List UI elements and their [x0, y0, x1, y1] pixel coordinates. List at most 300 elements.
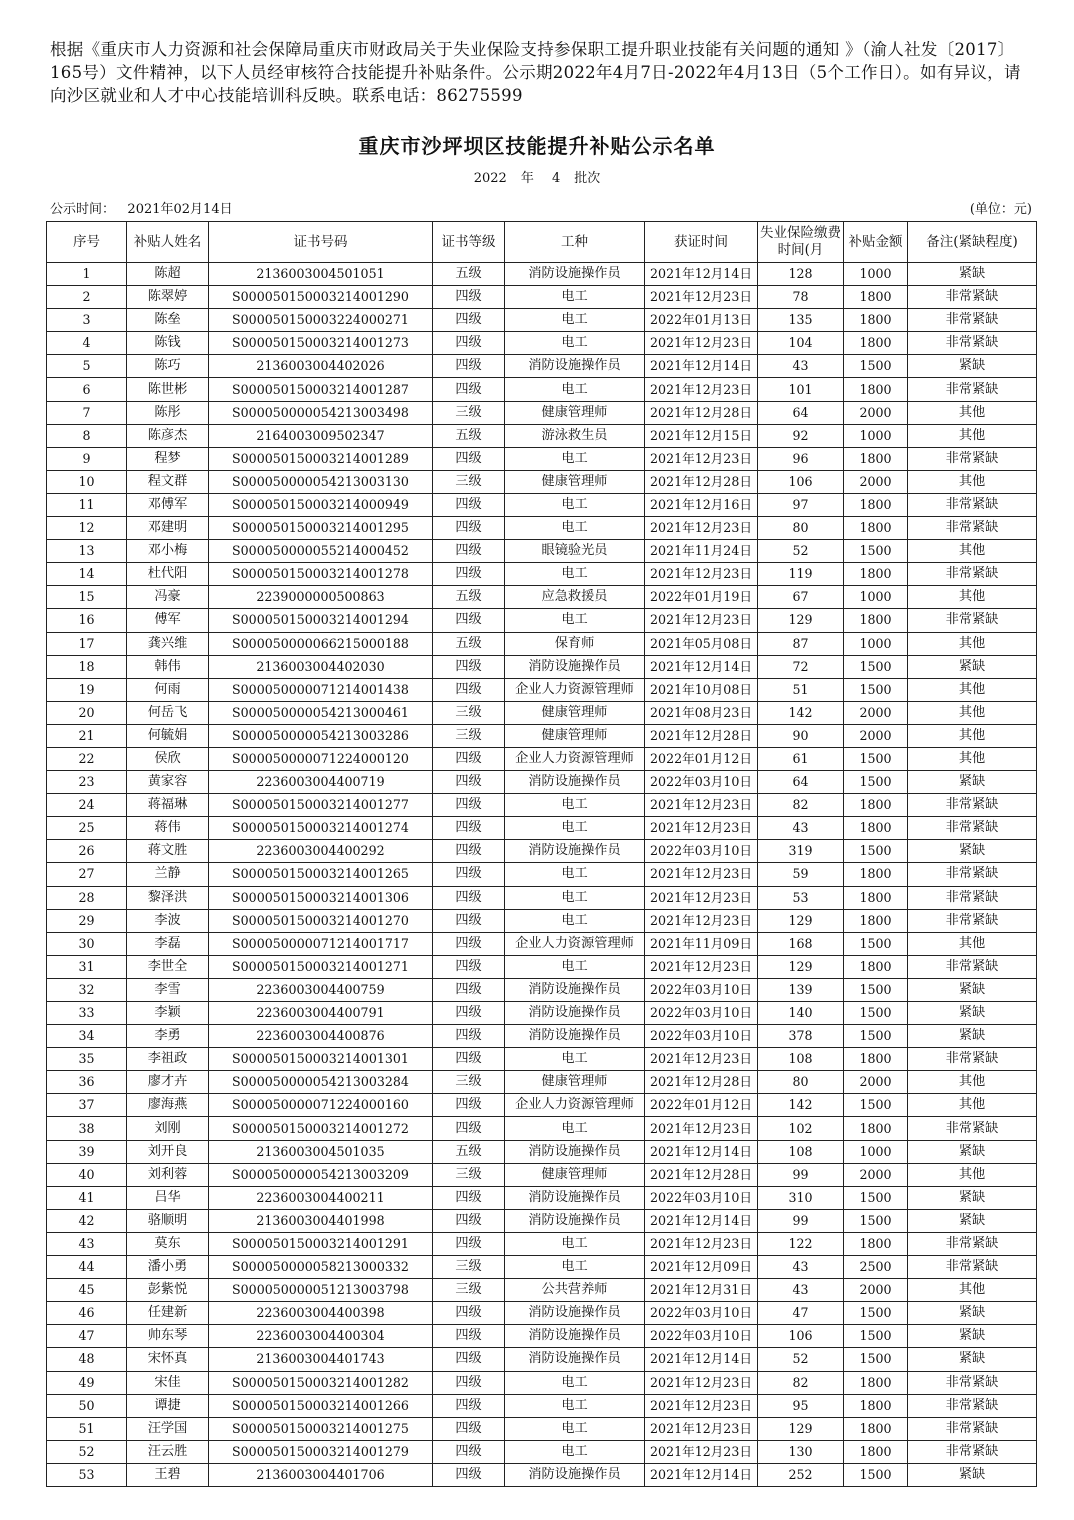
cell-job-type: 消防设施操作员 [505, 1463, 645, 1486]
batch-line [0, 167, 1074, 186]
cell-index: 25 [47, 817, 127, 840]
cell-certificate-date: 2021年12月23日 [645, 1048, 758, 1071]
cell-name: 李勇 [127, 1025, 209, 1048]
cell-subsidy-amount: 1500 [844, 978, 908, 1001]
cell-name: 龚兴维 [127, 632, 209, 655]
cell-job-type: 电工 [505, 1256, 645, 1279]
cell-remark: 非常紧缺 [908, 1371, 1037, 1394]
cell-insurance-months: 122 [758, 1232, 844, 1255]
cell-certificate-level: 三级 [433, 401, 505, 424]
cell-name: 陈彦杰 [127, 424, 209, 447]
cell-remark: 其他 [908, 1094, 1037, 1117]
cell-certificate-date: 2022年03月10日 [645, 771, 758, 794]
cell-certificate-level: 四级 [433, 978, 505, 1001]
cell-certificate-date: 2021年12月28日 [645, 401, 758, 424]
cell-insurance-months: 128 [758, 263, 844, 286]
table-row [47, 955, 1037, 978]
cell-index: 24 [47, 794, 127, 817]
table-row [47, 1325, 1037, 1348]
table-row [47, 1232, 1037, 1255]
table-row [47, 470, 1037, 493]
cell-job-type: 消防设施操作员 [505, 978, 645, 1001]
cell-certificate-date: 2021年05月08日 [645, 632, 758, 655]
table-row [47, 886, 1037, 909]
cell-certificate-level: 四级 [433, 355, 505, 378]
cell-index: 36 [47, 1071, 127, 1094]
cell-subsidy-amount: 1800 [844, 1232, 908, 1255]
cell-insurance-months: 96 [758, 447, 844, 470]
cell-job-type: 电工 [505, 609, 645, 632]
table-row [47, 1048, 1037, 1071]
cell-subsidy-amount: 1800 [844, 1394, 908, 1417]
table-row [47, 378, 1037, 401]
cell-name: 邓建明 [127, 517, 209, 540]
table-row [47, 701, 1037, 724]
cell-name: 韩伟 [127, 655, 209, 678]
cell-subsidy-amount: 1500 [844, 1025, 908, 1048]
cell-index: 49 [47, 1371, 127, 1394]
cell-subsidy-amount: 1800 [844, 955, 908, 978]
cell-insurance-months: 102 [758, 1117, 844, 1140]
cell-subsidy-amount: 2000 [844, 1279, 908, 1302]
cell-certificate-date: 2022年01月12日 [645, 747, 758, 770]
cell-remark: 非常紧缺 [908, 517, 1037, 540]
cell-certificate-date: 2021年12月23日 [645, 1394, 758, 1417]
cell-insurance-months: 119 [758, 563, 844, 586]
cell-certificate-date: 2021年12月23日 [645, 286, 758, 309]
cell-remark: 非常紧缺 [908, 1256, 1037, 1279]
cell-name: 吕华 [127, 1186, 209, 1209]
cell-job-type: 企业人力资源管理师 [505, 678, 645, 701]
cell-certificate-date: 2021年12月16日 [645, 493, 758, 516]
cell-certificate-number: S000050150003214001277 [209, 794, 433, 817]
cell-index: 40 [47, 1163, 127, 1186]
table-row [47, 493, 1037, 516]
cell-insurance-months: 99 [758, 1163, 844, 1186]
table-row [47, 540, 1037, 563]
cell-certificate-number: S000050150003214001291 [209, 1232, 433, 1255]
cell-certificate-date: 2021年12月23日 [645, 563, 758, 586]
cell-insurance-months: 129 [758, 955, 844, 978]
cell-insurance-months: 61 [758, 747, 844, 770]
cell-certificate-level: 三级 [433, 1071, 505, 1094]
header-insurance-months: 失业保险缴费时间(月 [758, 222, 844, 263]
cell-subsidy-amount: 1500 [844, 678, 908, 701]
table-row [47, 1394, 1037, 1417]
cell-certificate-date: 2022年03月10日 [645, 1002, 758, 1025]
cell-certificate-level: 四级 [433, 540, 505, 563]
cell-certificate-number: S000050150003214001295 [209, 517, 433, 540]
cell-name: 何毓娟 [127, 724, 209, 747]
cell-remark: 紧缺 [908, 355, 1037, 378]
cell-certificate-number: S000050000054213003498 [209, 401, 433, 424]
cell-name: 李颖 [127, 1002, 209, 1025]
cell-remark: 紧缺 [908, 1325, 1037, 1348]
cell-certificate-level: 四级 [433, 771, 505, 794]
cell-job-type: 消防设施操作员 [505, 1302, 645, 1325]
cell-insurance-months: 47 [758, 1302, 844, 1325]
cell-remark: 非常紧缺 [908, 886, 1037, 909]
cell-name: 帅东琴 [127, 1325, 209, 1348]
cell-certificate-level: 四级 [433, 1394, 505, 1417]
cell-certificate-date: 2022年01月19日 [645, 586, 758, 609]
cell-certificate-number: 2236003004400876 [209, 1025, 433, 1048]
cell-index: 16 [47, 609, 127, 632]
cell-job-type: 消防设施操作员 [505, 1025, 645, 1048]
cell-certificate-level: 三级 [433, 1279, 505, 1302]
cell-certificate-level: 四级 [433, 1440, 505, 1463]
cell-certificate-level: 四级 [433, 955, 505, 978]
cell-certificate-date: 2021年08月23日 [645, 701, 758, 724]
cell-job-type: 企业人力资源管理师 [505, 747, 645, 770]
table-row [47, 932, 1037, 955]
cell-subsidy-amount: 1500 [844, 1348, 908, 1371]
cell-insurance-months: 129 [758, 609, 844, 632]
cell-certificate-number: S000050150003214001272 [209, 1117, 433, 1140]
cell-certificate-date: 2022年03月10日 [645, 1186, 758, 1209]
cell-certificate-date: 2021年12月23日 [645, 1371, 758, 1394]
cell-index: 39 [47, 1140, 127, 1163]
cell-remark: 其他 [908, 586, 1037, 609]
table-row [47, 609, 1037, 632]
table-row [47, 309, 1037, 332]
cell-index: 1 [47, 263, 127, 286]
header-certificate-level: 证书等级 [433, 222, 505, 263]
cell-subsidy-amount: 1500 [844, 1186, 908, 1209]
cell-certificate-date: 2021年12月23日 [645, 378, 758, 401]
cell-certificate-date: 2021年12月23日 [645, 1417, 758, 1440]
cell-job-type: 电工 [505, 286, 645, 309]
cell-insurance-months: 106 [758, 1325, 844, 1348]
cell-job-type: 消防设施操作员 [505, 355, 645, 378]
table-row [47, 817, 1037, 840]
cell-job-type: 电工 [505, 817, 645, 840]
cell-job-type: 消防设施操作员 [505, 840, 645, 863]
cell-job-type: 电工 [505, 794, 645, 817]
cell-subsidy-amount: 1000 [844, 586, 908, 609]
cell-certificate-date: 2021年12月14日 [645, 1140, 758, 1163]
cell-index: 42 [47, 1209, 127, 1232]
cell-job-type: 公共营养师 [505, 1279, 645, 1302]
cell-insurance-months: 319 [758, 840, 844, 863]
cell-name: 王碧 [127, 1463, 209, 1486]
table-row [47, 1256, 1037, 1279]
cell-certificate-date: 2021年12月14日 [645, 1348, 758, 1371]
cell-name: 刘开良 [127, 1140, 209, 1163]
cell-certificate-date: 2021年12月23日 [645, 794, 758, 817]
cell-certificate-number: S000050150003214001289 [209, 447, 433, 470]
cell-certificate-date: 2021年12月28日 [645, 1071, 758, 1094]
cell-insurance-months: 43 [758, 355, 844, 378]
header-remark: 备注(紧缺程度) [908, 222, 1037, 263]
cell-subsidy-amount: 1800 [844, 1117, 908, 1140]
cell-certificate-level: 四级 [433, 1371, 505, 1394]
cell-certificate-number: S000050000054213003284 [209, 1071, 433, 1094]
cell-certificate-level: 四级 [433, 840, 505, 863]
cell-certificate-number: 2136003004501051 [209, 263, 433, 286]
cell-insurance-months: 72 [758, 655, 844, 678]
cell-certificate-date: 2022年01月13日 [645, 309, 758, 332]
cell-certificate-number: S000050150003214001274 [209, 817, 433, 840]
table-row [47, 332, 1037, 355]
cell-certificate-number: S000050000055214000452 [209, 540, 433, 563]
cell-subsidy-amount: 1500 [844, 1325, 908, 1348]
cell-certificate-level: 三级 [433, 1163, 505, 1186]
cell-certificate-level: 四级 [433, 517, 505, 540]
cell-certificate-level: 四级 [433, 817, 505, 840]
cell-insurance-months: 130 [758, 1440, 844, 1463]
cell-subsidy-amount: 1800 [844, 886, 908, 909]
table-row [47, 1025, 1037, 1048]
table-row [47, 655, 1037, 678]
cell-subsidy-amount: 1800 [844, 286, 908, 309]
cell-certificate-date: 2021年11月09日 [645, 932, 758, 955]
cell-certificate-number: S000050150003224000271 [209, 309, 433, 332]
cell-subsidy-amount: 1500 [844, 1209, 908, 1232]
unit-note: (单位：元) [969, 202, 1032, 217]
cell-job-type: 企业人力资源管理师 [505, 932, 645, 955]
cell-subsidy-amount: 1800 [844, 563, 908, 586]
cell-certificate-number: 2236003004400719 [209, 771, 433, 794]
cell-certificate-date: 2021年12月23日 [645, 517, 758, 540]
cell-index: 12 [47, 517, 127, 540]
cell-name: 宋佳 [127, 1371, 209, 1394]
cell-certificate-number: S000050000054213003130 [209, 470, 433, 493]
cell-insurance-months: 378 [758, 1025, 844, 1048]
cell-subsidy-amount: 1800 [844, 447, 908, 470]
cell-job-type: 电工 [505, 863, 645, 886]
table-row [47, 1140, 1037, 1163]
cell-subsidy-amount: 1800 [844, 378, 908, 401]
cell-insurance-months: 78 [758, 286, 844, 309]
table-row [47, 909, 1037, 932]
cell-certificate-number: S000050150003214001287 [209, 378, 433, 401]
cell-subsidy-amount: 1500 [844, 1463, 908, 1486]
cell-insurance-months: 59 [758, 863, 844, 886]
cell-index: 26 [47, 840, 127, 863]
cell-certificate-number: 2239000000500863 [209, 586, 433, 609]
cell-subsidy-amount: 1500 [844, 771, 908, 794]
cell-certificate-date: 2021年12月31日 [645, 1279, 758, 1302]
cell-remark: 紧缺 [908, 1302, 1037, 1325]
cell-remark: 紧缺 [908, 1025, 1037, 1048]
cell-insurance-months: 90 [758, 724, 844, 747]
cell-subsidy-amount: 2000 [844, 1163, 908, 1186]
cell-subsidy-amount: 1000 [844, 263, 908, 286]
table-row [47, 1348, 1037, 1371]
cell-subsidy-amount: 2000 [844, 724, 908, 747]
cell-certificate-level: 四级 [433, 1048, 505, 1071]
cell-certificate-number: S000050150003214001306 [209, 886, 433, 909]
cell-certificate-level: 四级 [433, 447, 505, 470]
cell-certificate-date: 2021年12月14日 [645, 1209, 758, 1232]
cell-index: 35 [47, 1048, 127, 1071]
cell-index: 4 [47, 332, 127, 355]
cell-name: 刘刚 [127, 1117, 209, 1140]
cell-certificate-date: 2021年12月28日 [645, 724, 758, 747]
cell-job-type: 应急救援员 [505, 586, 645, 609]
cell-subsidy-amount: 1500 [844, 1002, 908, 1025]
cell-name: 谭捷 [127, 1394, 209, 1417]
cell-job-type: 企业人力资源管理师 [505, 1094, 645, 1117]
cell-name: 汪云胜 [127, 1440, 209, 1463]
cell-index: 29 [47, 909, 127, 932]
cell-job-type: 健康管理师 [505, 1163, 645, 1186]
table-row [47, 678, 1037, 701]
cell-remark: 紧缺 [908, 840, 1037, 863]
cell-name: 邓小梅 [127, 540, 209, 563]
cell-job-type: 电工 [505, 1417, 645, 1440]
cell-index: 34 [47, 1025, 127, 1048]
cell-index: 23 [47, 771, 127, 794]
cell-job-type: 电工 [505, 1117, 645, 1140]
cell-name: 邓傅军 [127, 493, 209, 516]
cell-job-type: 电工 [505, 955, 645, 978]
table-row [47, 355, 1037, 378]
cell-certificate-date: 2021年12月23日 [645, 1440, 758, 1463]
cell-certificate-number: S000050000054213003209 [209, 1163, 433, 1186]
cell-certificate-level: 四级 [433, 1302, 505, 1325]
cell-certificate-number: S000050150003214001278 [209, 563, 433, 586]
cell-insurance-months: 82 [758, 1371, 844, 1394]
cell-name: 冯豪 [127, 586, 209, 609]
cell-remark: 其他 [908, 747, 1037, 770]
cell-certificate-date: 2021年12月23日 [645, 1232, 758, 1255]
cell-certificate-number: 2136003004401998 [209, 1209, 433, 1232]
cell-name: 李祖政 [127, 1048, 209, 1071]
cell-remark: 紧缺 [908, 1348, 1037, 1371]
cell-index: 14 [47, 563, 127, 586]
cell-remark: 非常紧缺 [908, 1048, 1037, 1071]
cell-certificate-date: 2021年12月23日 [645, 447, 758, 470]
cell-subsidy-amount: 1000 [844, 424, 908, 447]
cell-certificate-level: 五级 [433, 1140, 505, 1163]
cell-subsidy-amount: 1800 [844, 863, 908, 886]
header-certificate-number: 证书号码 [209, 222, 433, 263]
cell-index: 27 [47, 863, 127, 886]
cell-insurance-months: 43 [758, 1279, 844, 1302]
cell-name: 杜代阳 [127, 563, 209, 586]
cell-index: 48 [47, 1348, 127, 1371]
cell-remark: 非常紧缺 [908, 447, 1037, 470]
cell-insurance-months: 43 [758, 1256, 844, 1279]
cell-certificate-date: 2021年12月09日 [645, 1256, 758, 1279]
cell-index: 50 [47, 1394, 127, 1417]
cell-certificate-level: 四级 [433, 309, 505, 332]
cell-certificate-number: 2136003004402030 [209, 655, 433, 678]
cell-certificate-number: 2136003004401743 [209, 1348, 433, 1371]
cell-remark: 紧缺 [908, 1209, 1037, 1232]
cell-certificate-number: S000050150003214001301 [209, 1048, 433, 1071]
cell-insurance-months: 99 [758, 1209, 844, 1232]
cell-certificate-number: 2136003004501035 [209, 1140, 433, 1163]
cell-remark: 非常紧缺 [908, 1417, 1037, 1440]
cell-certificate-date: 2021年12月23日 [645, 863, 758, 886]
cell-name: 李世全 [127, 955, 209, 978]
batch-year: 2022 [473, 171, 507, 186]
cell-insurance-months: 139 [758, 978, 844, 1001]
cell-insurance-months: 129 [758, 1417, 844, 1440]
cell-index: 32 [47, 978, 127, 1001]
cell-subsidy-amount: 2000 [844, 1071, 908, 1094]
cell-remark: 紧缺 [908, 655, 1037, 678]
table-row [47, 794, 1037, 817]
cell-index: 41 [47, 1186, 127, 1209]
cell-certificate-number: 2236003004400791 [209, 1002, 433, 1025]
cell-job-type: 电工 [505, 447, 645, 470]
cell-certificate-level: 四级 [433, 1209, 505, 1232]
cell-index: 10 [47, 470, 127, 493]
cell-name: 侯欣 [127, 747, 209, 770]
table-row [47, 1209, 1037, 1232]
cell-index: 46 [47, 1302, 127, 1325]
batch-year-unit: 年 [520, 171, 534, 186]
table-row [47, 1371, 1037, 1394]
cell-index: 47 [47, 1325, 127, 1348]
cell-certificate-date: 2022年01月12日 [645, 1094, 758, 1117]
table-row [47, 286, 1037, 309]
cell-index: 2 [47, 286, 127, 309]
header-certificate-date: 获证时间 [645, 222, 758, 263]
cell-index: 51 [47, 1417, 127, 1440]
cell-name: 陈彤 [127, 401, 209, 424]
cell-name: 刘利蓉 [127, 1163, 209, 1186]
cell-job-type: 消防设施操作员 [505, 1186, 645, 1209]
table-row [47, 1302, 1037, 1325]
table-row [47, 1163, 1037, 1186]
cell-name: 兰静 [127, 863, 209, 886]
cell-subsidy-amount: 1800 [844, 1048, 908, 1071]
cell-certificate-date: 2022年03月10日 [645, 1025, 758, 1048]
cell-remark: 非常紧缺 [908, 863, 1037, 886]
cell-certificate-number: S000050000054213000461 [209, 701, 433, 724]
publish-time-value: 2021年02月14日 [127, 202, 233, 217]
table-row [47, 1440, 1037, 1463]
cell-certificate-number: 2236003004400759 [209, 978, 433, 1001]
header-index: 序号 [47, 222, 127, 263]
cell-insurance-months: 64 [758, 401, 844, 424]
cell-certificate-date: 2021年10月08日 [645, 678, 758, 701]
cell-certificate-level: 四级 [433, 1094, 505, 1117]
cell-index: 6 [47, 378, 127, 401]
cell-remark: 非常紧缺 [908, 1440, 1037, 1463]
cell-certificate-level: 三级 [433, 1256, 505, 1279]
cell-subsidy-amount: 1000 [844, 632, 908, 655]
cell-certificate-level: 四级 [433, 794, 505, 817]
cell-certificate-level: 四级 [433, 1348, 505, 1371]
table-row [47, 1417, 1037, 1440]
cell-certificate-date: 2021年12月23日 [645, 1117, 758, 1140]
cell-certificate-date: 2021年12月28日 [645, 1163, 758, 1186]
cell-remark: 其他 [908, 401, 1037, 424]
cell-job-type: 眼镜验光员 [505, 540, 645, 563]
cell-name: 陈超 [127, 263, 209, 286]
cell-certificate-date: 2021年12月14日 [645, 263, 758, 286]
table-header-row [47, 222, 1037, 263]
cell-certificate-date: 2022年03月10日 [645, 840, 758, 863]
table-row [47, 401, 1037, 424]
cell-remark: 非常紧缺 [908, 286, 1037, 309]
cell-subsidy-amount: 1800 [844, 1371, 908, 1394]
cell-index: 17 [47, 632, 127, 655]
cell-job-type: 健康管理师 [505, 701, 645, 724]
cell-index: 21 [47, 724, 127, 747]
cell-index: 38 [47, 1117, 127, 1140]
cell-name: 陈巧 [127, 355, 209, 378]
cell-certificate-date: 2021年12月23日 [645, 955, 758, 978]
cell-index: 37 [47, 1094, 127, 1117]
cell-certificate-date: 2021年12月15日 [645, 424, 758, 447]
